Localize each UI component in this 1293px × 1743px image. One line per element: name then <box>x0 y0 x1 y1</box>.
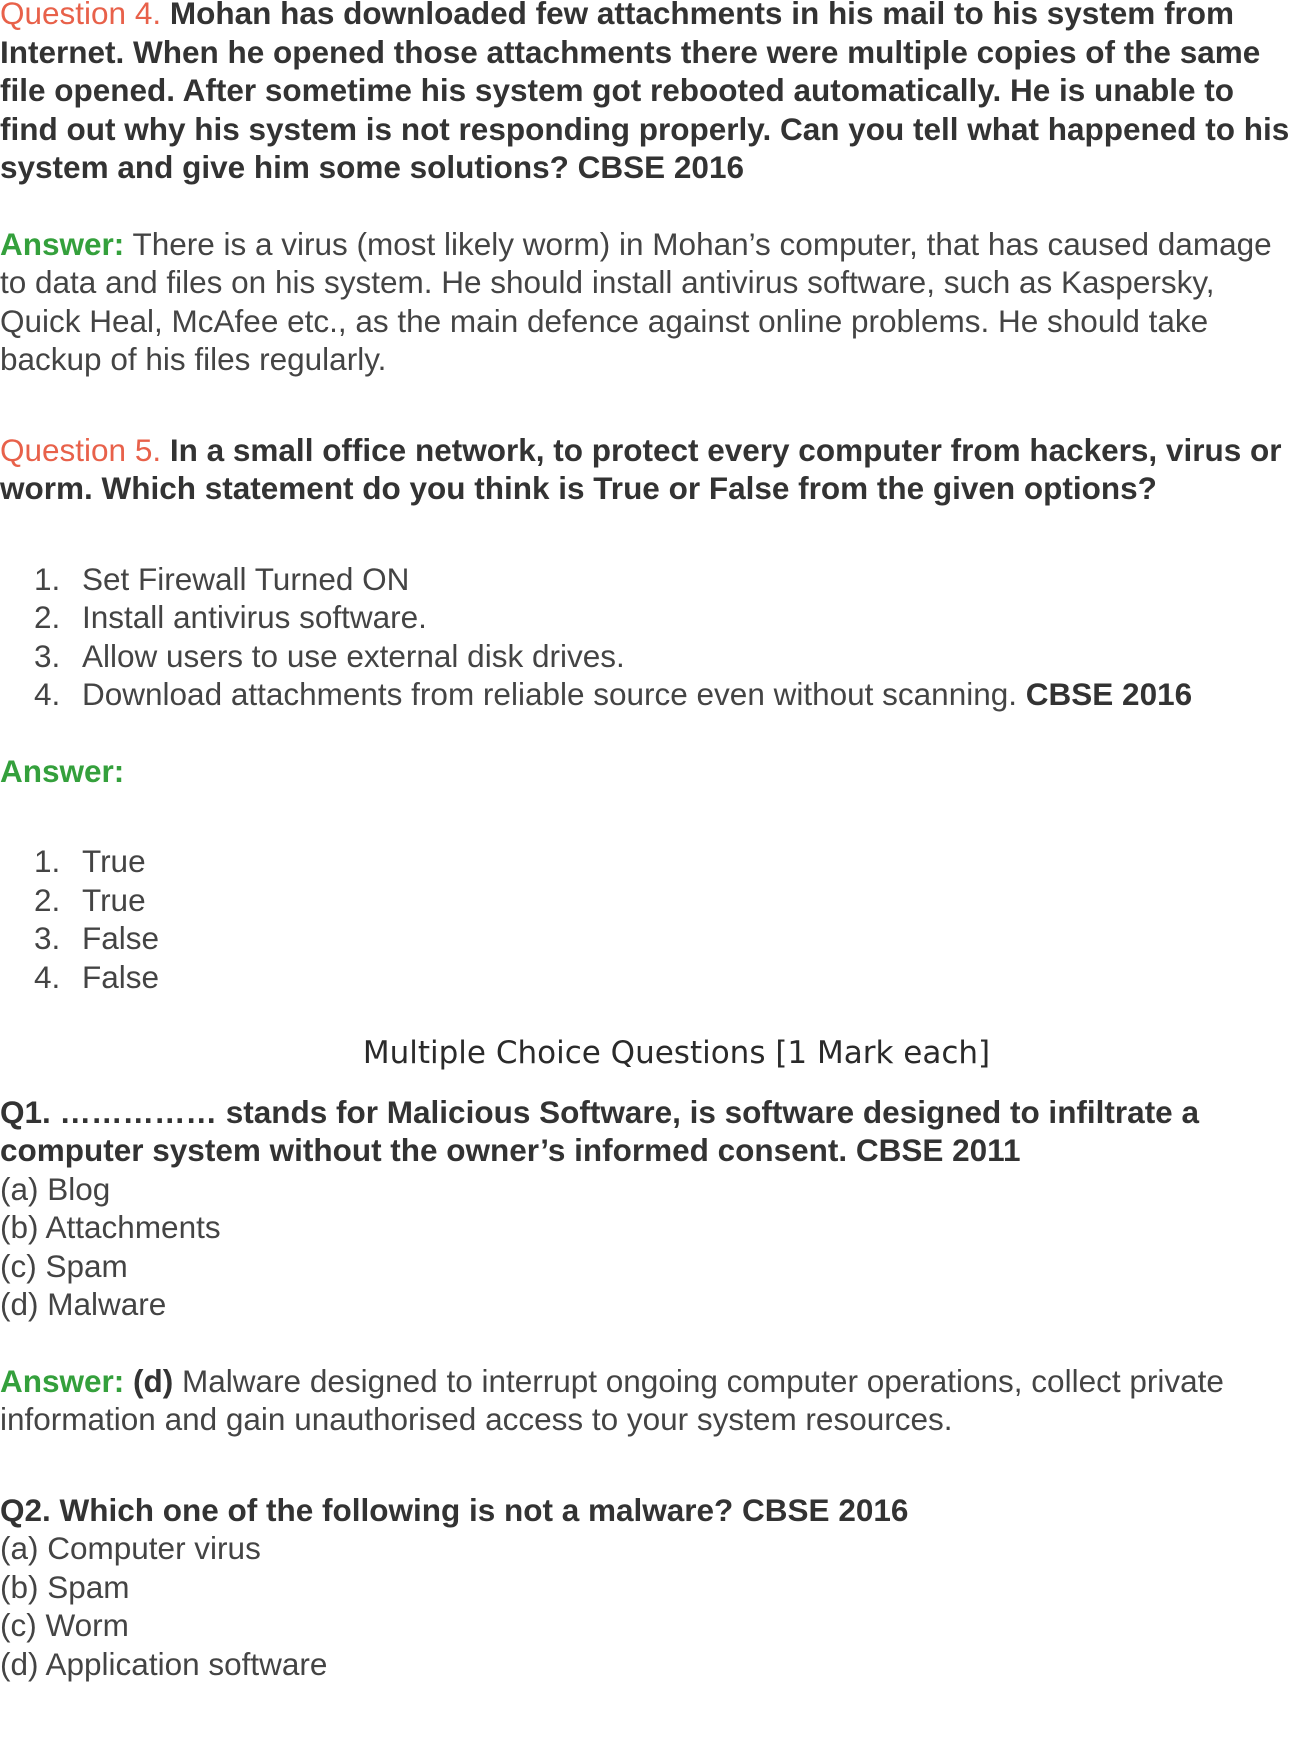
answer-4 <box>0 225 1293 379</box>
question-5-label: Question 5. <box>0 431 162 468</box>
question-4 <box>0 0 1293 187</box>
list-item: 3. Allow users to use external disk drives. <box>34 637 625 674</box>
question-5-text: In a small office network, to protect every computer from hackers, virus or worm. Which statement do you think is True or False from the given options? <box>0 431 1282 506</box>
source-tag: CBSE 2016 <box>1025 676 1193 712</box>
mcq-1-answer <box>0 1362 1293 1439</box>
list-item: 4. Download attachments from reliable source even without scanning. CBSE 2016 <box>34 676 1193 712</box>
list-item: 4. False <box>34 958 160 995</box>
question-5 <box>0 431 1293 508</box>
mcq-2-question: Q2. Which one of the following is not a malware? CBSE 2016 <box>0 1491 909 1528</box>
mcq-2-option-b: (b) Spam <box>0 1568 130 1605</box>
answer-4-text: There is a virus (most likely worm) in Mohan’s computer, that has caused damage to data and files on his system. He should install antivirus software, such as Kaspersky, Quick Heal, McAfee etc., as the main defence against online problems. He should take backup of his files regularly. <box>0 225 1272 377</box>
mcq-1-answer-choice: (d) <box>133 1362 174 1399</box>
mcq-1-answer-label: Answer: <box>0 1362 125 1399</box>
mcq-1-answer-text: Malware designed to interrupt ongoing computer operations, collect private information and gain unauthorised access to your system resources. <box>0 1362 1224 1437</box>
question-4-label: Question 4. <box>0 0 162 31</box>
mcq-1-option-b: (b) Attachments <box>0 1209 221 1245</box>
mcq-2-option-c: (c) Worm <box>0 1607 129 1643</box>
question-5-options <box>0 560 1293 714</box>
mcq-1-option-c: (c) Spam <box>0 1247 128 1284</box>
question-4-text: Mohan has downloaded few attachments in his mail to his system from Internet. When he opened those attachments there were multiple copies of the same file opened. After sometime his system got rebooted automatically. He is unable to find out why his system is not responding properly. Can you tell what happened to his system and give him some solutions? CBSE 2016 <box>0 0 1290 185</box>
mcq-2-option-a: (a) Computer virus <box>0 1530 261 1566</box>
answer-5-label: Answer: <box>0 752 125 789</box>
answer-5-heading <box>0 752 1293 791</box>
list-item: 1. Set Firewall Turned ON <box>34 560 410 597</box>
mcq-2-option-d: (d) Application software <box>0 1645 328 1682</box>
answer-4-label: Answer: <box>0 225 125 262</box>
list-item: 2. True <box>34 881 146 918</box>
list-item: 2. Install antivirus software. <box>34 599 427 635</box>
mcq-1-question: Q1. …………… stands for Malicious Software, is software designed to infiltrate a computer system without the owner’s informed consent. CBSE 2011 <box>0 1093 1199 1168</box>
list-item: 1. True <box>34 843 146 879</box>
mcq-1-option-a: (a) Blog <box>0 1170 111 1207</box>
list-item: 3. False <box>34 920 160 956</box>
section-title: Multiple Choice Questions [1 Mark each] <box>362 1035 991 1071</box>
mcq-1-option-d: (d) Malware <box>0 1286 167 1322</box>
answer-5-list <box>0 842 1293 996</box>
